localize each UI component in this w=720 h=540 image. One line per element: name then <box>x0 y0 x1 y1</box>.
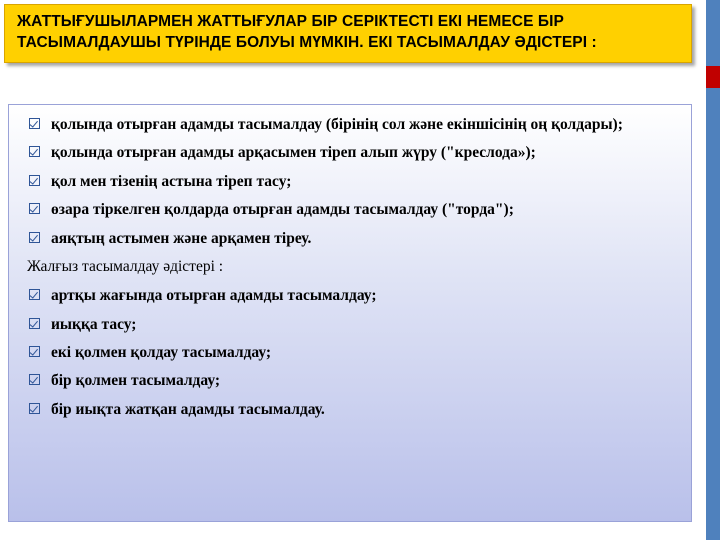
list-item-label: артқы жағында отырған адамды тасымалдау; <box>51 287 377 305</box>
bullet-list-single-carry <box>25 286 677 419</box>
slide-title-band <box>4 4 692 63</box>
decorative-edge-bar-middle <box>706 66 720 88</box>
checkmark-icon <box>29 374 40 385</box>
list-item-label: қолында отырған адамды тасымалдау (бірінің сол және екіншісінің оң қолдары); <box>51 116 623 133</box>
list-item-label: қолында отырған адамды арқасымен тіреп алып жүру ("креслода»); <box>51 144 536 162</box>
checkmark-icon <box>29 289 40 300</box>
checkmark-icon <box>29 175 40 186</box>
checkmark-icon <box>29 232 40 243</box>
checkmark-icon <box>29 346 40 357</box>
checkmark-icon <box>29 403 40 414</box>
list-item-label: аяқтың астымен және арқамен тіреу. <box>51 229 312 247</box>
checkmark-icon <box>29 203 40 214</box>
list-item <box>25 229 677 248</box>
list-item-label: қол мен тізенің астына тіреп тасу; <box>51 172 292 190</box>
list-item <box>25 286 677 305</box>
checkmark-icon <box>29 318 40 329</box>
list-item <box>25 115 677 134</box>
list-item-label: иыққа тасу; <box>51 315 137 333</box>
checkmark-icon <box>29 118 40 129</box>
list-item-label: екі қолмен қолдау тасымалдау; <box>51 344 272 361</box>
list-item-label: бір иықта жатқан адамды тасымалдау. <box>51 400 325 418</box>
page-title: ЖАТТЫҒУШЫЛАРМЕН ЖАТТЫҒУЛАР БІР СЕРІКТЕСТІ ЕКІ НЕМЕСЕ БІР ТАСЫМАЛДАУШЫ ТҮРІНДЕ БОЛУЫ МҮМКІН. ЕКІ ТАСЫМАЛДАУ ӘДІСТЕРІ : <box>17 13 597 51</box>
list-item <box>25 143 677 162</box>
slide-body-panel <box>8 104 692 522</box>
list-item-label: өзара тіркелген қолдарда отырған адамды тасымалдау ("торда"); <box>51 201 514 219</box>
list-item <box>25 343 677 362</box>
section-subheading: Жалғыз тасымалдау әдістері : <box>27 257 224 275</box>
list-item <box>25 315 677 334</box>
bullet-list-pair-carry <box>25 115 677 248</box>
list-item-label: бір қолмен тасымалдау; <box>51 372 221 390</box>
decorative-edge-bar-bottom <box>706 88 720 540</box>
decorative-edge-bar-top <box>706 0 720 66</box>
checkmark-icon <box>29 146 40 157</box>
list-item <box>25 400 677 419</box>
list-item <box>25 172 677 191</box>
list-item <box>25 200 677 219</box>
list-item <box>25 371 677 390</box>
